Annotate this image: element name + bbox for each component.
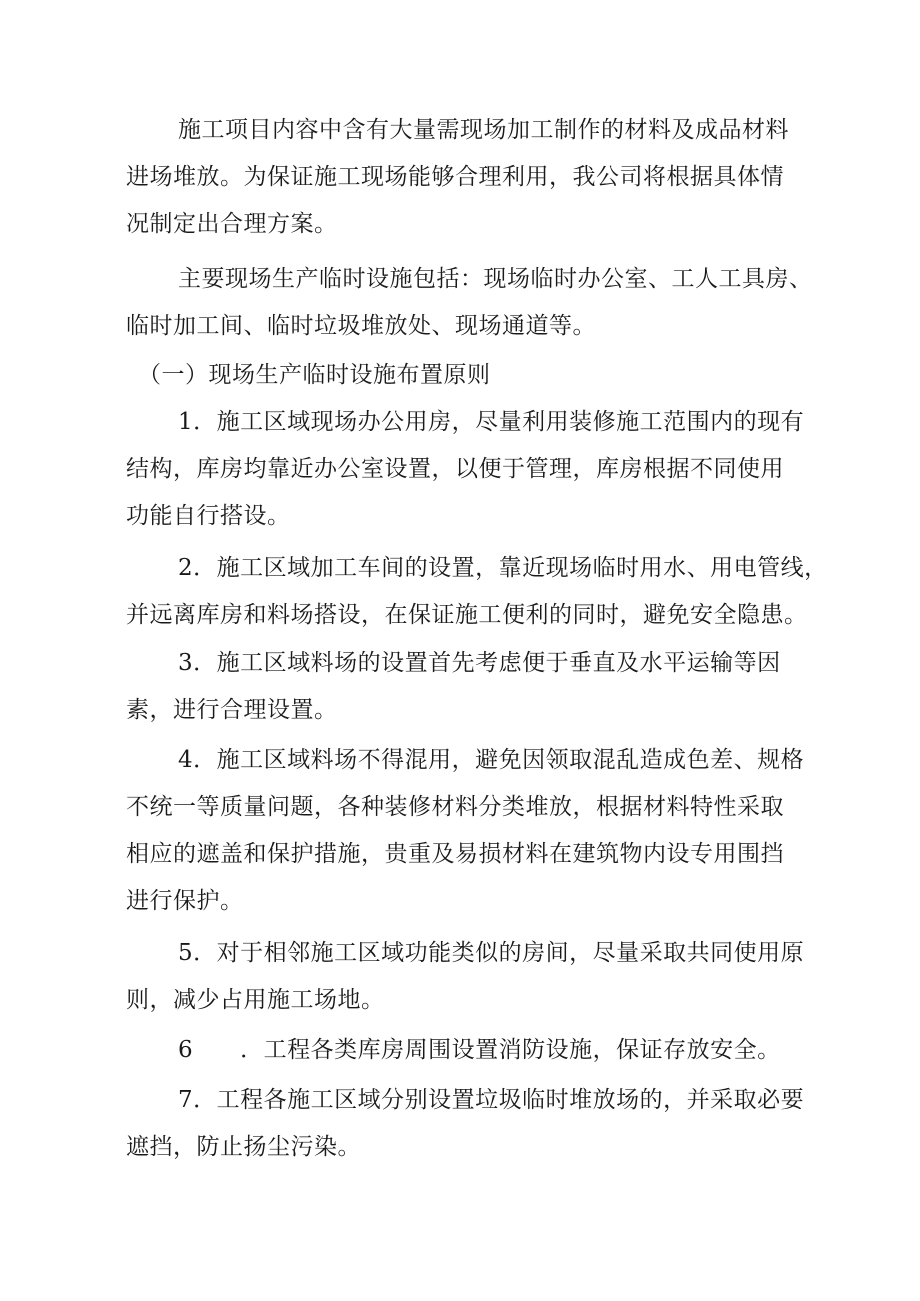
text-line: 5．对于相邻施工区域功能类似的房间，尽量采取共同使用原 xyxy=(178,940,805,966)
list-item-4 xyxy=(126,737,806,925)
list-item-7 xyxy=(126,1077,806,1171)
text-line: 7．工程各施工区域分别设置垃圾临时堆放场的，并采取必要 xyxy=(178,1087,805,1113)
text-line: 结构，库房均靠近办公室设置，以便于管理，库房根据不同使用 xyxy=(126,456,784,482)
list-item-1 xyxy=(126,399,806,540)
list-item-3 xyxy=(126,640,806,734)
text-line: 则，减少占用施工场地。 xyxy=(126,987,385,1013)
text-line: 临时加工间、临时垃圾堆放处、现场通道等。 xyxy=(126,313,596,339)
paragraph-intro xyxy=(126,107,806,248)
text-line: 况制定出合理方案。 xyxy=(126,211,338,237)
section-heading xyxy=(126,352,806,399)
paragraph-facilities xyxy=(126,256,813,350)
text-line: 3．施工区域料场的设置首先考虑便于垂直及水平运输等因 xyxy=(178,650,781,676)
heading-text: （一）现场生产临时设施布置原则 xyxy=(138,362,491,388)
text-line: 6 ．工程各类库房周围设置消防设施，保证存放安全。 xyxy=(178,1037,781,1063)
text-line: 进场堆放。为保证施工现场能够合理利用，我公司将根据具体情 xyxy=(126,164,784,190)
text-line: 2．施工区域加工车间的设置，靠近现场临时用水、用电管线， xyxy=(178,555,828,581)
list-item-5 xyxy=(126,930,806,1024)
text-line: 主要现场生产临时设施包括：现场临时办公室、工人工具房、 xyxy=(178,266,813,292)
text-line: 功能自行搭设。 xyxy=(126,503,291,529)
text-line: 并远离库房和料场搭设，在保证施工便利的同时，避免安全隐患。 xyxy=(126,602,808,628)
text-line: 1．施工区域现场办公用房，尽量利用装修施工范围内的现有 xyxy=(178,409,805,435)
list-item-6 xyxy=(126,1027,806,1074)
text-line: 素，进行合理设置。 xyxy=(126,697,338,723)
text-line: 施工项目内容中含有大量需现场加工制作的材料及成品材料 xyxy=(178,117,789,143)
text-line: 不统一等质量问题，各种装修材料分类堆放，根据材料特性采取 xyxy=(126,794,784,820)
text-line: 4．施工区域料场不得混用，避免因领取混乱造成色差、规格 xyxy=(178,747,805,773)
text-line: 进行保护。 xyxy=(126,888,244,914)
text-line: 相应的遮盖和保护措施，贵重及易损材料在建筑物内设专用围挡 xyxy=(126,841,784,867)
text-line: 遮挡，防止扬尘污染。 xyxy=(126,1134,361,1160)
list-item-2 xyxy=(126,545,828,639)
